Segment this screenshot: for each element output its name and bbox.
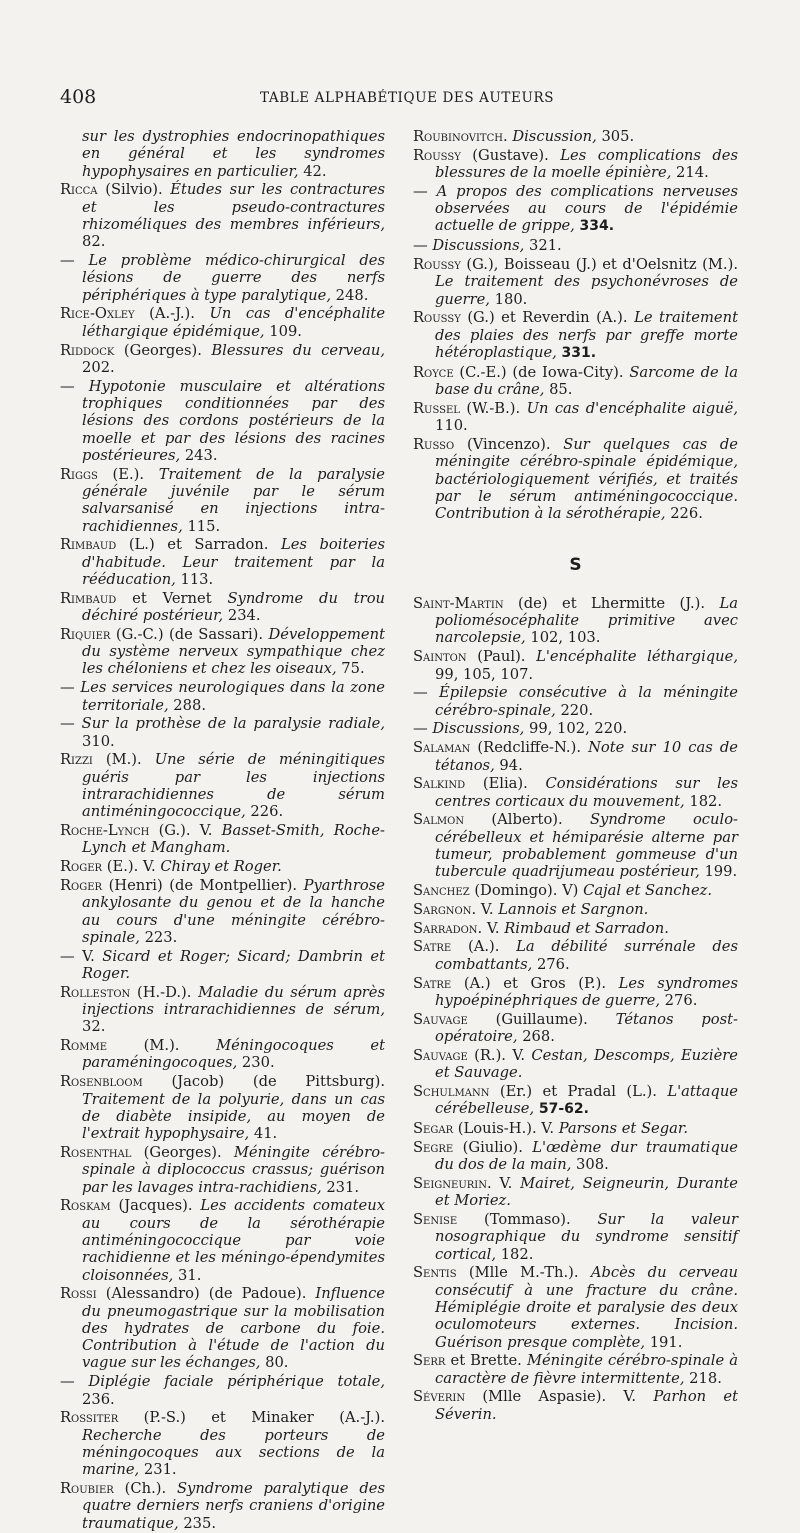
work-title: Les accidents comateux au cours de la sérothérapie antiméningococcique par voie rachidienne et les méningo-épendymites cloisonnées, <box>82 1197 385 1284</box>
index-entry <box>413 938 738 973</box>
page-ref: 180. <box>489 290 528 308</box>
index-entry <box>60 181 385 250</box>
author-name: Roussy <box>413 146 461 164</box>
page-ref: 235. <box>178 1514 217 1532</box>
page-ref: 268. <box>517 1027 555 1045</box>
author-name: Roubier <box>60 1480 114 1498</box>
page-ref: 226. <box>245 803 284 821</box>
work-title: sur les dystrophies endocrinopathiques en général et les syndromes hypophysaires en particulier, <box>82 128 385 180</box>
page-ref: 230. <box>237 1054 275 1072</box>
index-entry <box>60 1480 385 1532</box>
page-ref: 305. <box>596 128 635 145</box>
page-ref: 182. <box>496 1245 534 1263</box>
author-name: Sarradon <box>413 919 478 937</box>
author-name: Rolleston <box>60 983 131 1001</box>
author-detail: . <box>502 128 513 145</box>
work-title: Sicard et Roger; Sicard; Dambrin et Roger. <box>82 947 385 982</box>
index-entry <box>413 1139 738 1174</box>
index-entry <box>60 1285 385 1371</box>
work-title: Les boiteries d'habitude. Leur traitement par la rééducation, <box>82 536 385 588</box>
author-detail: (G.) et Reverdin (A.). <box>460 309 635 327</box>
author-name: Russel <box>413 399 460 417</box>
work-title: Tétanos post-opératoire, <box>435 1010 738 1045</box>
work-title: La débilité surrénale des combattants, <box>435 938 738 973</box>
work-title: La poliomésocéphalite primitive avec narcolepsie, <box>435 594 738 647</box>
page-ref: 75. <box>336 660 365 678</box>
work-title: Sur quelques cas de méningite cérébro-spinale épidémique, bactériologiquement vérifiés, et traités par le sérum antiméningococcique. Contribution à la sérothérapie, <box>435 436 738 523</box>
page-ref-bold: 57-62. <box>538 1101 589 1118</box>
index-entry <box>60 252 385 304</box>
author-name: Russo <box>413 436 455 454</box>
work-title: Le traitement des psychonévroses de guerre, <box>435 273 738 308</box>
right-column-s-entries <box>413 595 738 1423</box>
index-entry <box>60 1197 385 1283</box>
author-name: Roger <box>60 876 103 894</box>
author-name: Rimbaud <box>60 536 117 554</box>
author-detail: (L.) et Sarradon. <box>116 536 281 554</box>
work-title: Traitement de la paralysie générale juvénile par le sérum salvarsanisé en injections intra-rachidiennes, <box>82 465 385 535</box>
section-letter: S <box>569 554 582 575</box>
page-number: 408 <box>60 86 97 108</box>
work-title: Méningite cérébro-spinale à caractère de fièvre intermittente, <box>435 1352 738 1387</box>
author-detail: (C.-E.) (de Iowa-City). <box>453 363 630 381</box>
author-detail: (Ch.). <box>113 1480 177 1498</box>
index-entry <box>413 364 738 399</box>
page-ref: 321. <box>524 237 562 255</box>
page-ref: 115. <box>182 517 221 535</box>
index-entry <box>413 648 738 683</box>
work-title: Diplégie faciale périphérique totale, <box>88 1373 385 1391</box>
author-detail: . V. <box>471 900 499 918</box>
index-entry <box>60 948 385 983</box>
page-ref: 231. <box>321 1178 360 1196</box>
page-ref: 243. <box>180 446 218 464</box>
author-name: Romme <box>60 1037 108 1055</box>
index-entry <box>413 147 738 182</box>
author-detail: (Paul). <box>466 648 537 666</box>
author-detail: (R.). V. <box>467 1046 532 1064</box>
work-title: Discussions, <box>432 237 525 255</box>
author-detail: (G.). V. <box>149 822 222 840</box>
work-title: Basset-Smith, Roche-Lynch et Mangham. <box>82 822 386 857</box>
work-title: Les syndromes hypoépinéphriques de guerre, <box>435 974 739 1009</box>
index-entry <box>60 536 385 588</box>
author-detail: — <box>413 182 437 200</box>
page-ref: 102, 103. <box>525 629 601 647</box>
index-entry <box>413 1011 738 1046</box>
page-ref-bold: 331. <box>561 345 597 362</box>
index-entry <box>60 877 385 946</box>
author-detail: (P.-S.) et Minaker (A.-J.). <box>118 1409 385 1427</box>
work-title: L'attaque cérébelleuse, <box>435 1082 738 1118</box>
author-name: Senise <box>413 1210 458 1228</box>
page-ref: 276. <box>532 955 570 973</box>
author-name: Royce <box>413 363 454 381</box>
index-entry <box>60 984 385 1036</box>
index-entry <box>60 1037 385 1072</box>
index-entry <box>413 256 738 308</box>
page-ref: 32. <box>82 1018 106 1036</box>
index-entry <box>60 1373 385 1408</box>
author-name: Segre <box>413 1138 454 1156</box>
page-ref: 202. <box>82 358 115 376</box>
author-detail: (Jacques). <box>110 1197 201 1215</box>
work-title: Un cas d'encéphalite aiguë, <box>526 399 738 417</box>
page-ref: 308. <box>571 1156 609 1174</box>
page-ref: 226. <box>665 505 703 523</box>
page-ref: 236. <box>82 1390 115 1408</box>
work-title: Sarcome de la base du crâne, <box>435 363 738 399</box>
index-entry <box>413 1175 738 1210</box>
author-name: Sauvage <box>413 1046 468 1064</box>
index-entry <box>60 626 385 678</box>
author-detail: et Vernet <box>116 589 228 607</box>
author-name: Roussy <box>413 256 461 274</box>
author-detail: — <box>60 715 82 733</box>
index-entry <box>413 595 738 647</box>
author-detail: (Mlle M.-Th.). <box>456 1264 591 1282</box>
author-detail: (Georges). <box>114 341 212 359</box>
work-title: Cajal et Sanchez. <box>583 882 713 900</box>
author-name: Roche-Lynch <box>60 822 150 840</box>
author-name: Roussy <box>413 309 461 327</box>
author-detail: (W.-B.). <box>459 399 527 417</box>
author-detail: (Guillaume). <box>467 1010 616 1028</box>
index-entry <box>60 679 385 714</box>
author-detail: (Mlle Aspasie). V. <box>465 1388 654 1406</box>
author-detail: (E.). <box>97 465 159 483</box>
page-ref: 42. <box>298 162 327 180</box>
author-detail: (Alessandro) (de Padoue). <box>96 1285 316 1303</box>
author-name: Salmon <box>413 811 465 829</box>
index-entry <box>413 775 738 810</box>
page-ref: 113. <box>175 570 214 588</box>
author-detail: (de) et Lhermitte (J.). <box>503 594 720 612</box>
work-title: Un cas d'encéphalite léthargique épidémique, <box>82 305 386 340</box>
work-title: Une série de méningitiques guéris par les injections intrarachidiennes de sérum antiméningococcique, <box>82 751 385 821</box>
work-title: Les services neurologiques dans la zone territoriale, <box>80 679 386 714</box>
index-entry <box>60 1409 385 1478</box>
index-entry <box>60 590 385 625</box>
page-ref: 191. <box>645 1333 683 1351</box>
index-entry <box>60 342 385 377</box>
index-entry <box>60 1144 385 1196</box>
page-ref: 220. <box>555 701 594 719</box>
page-ref: 85. <box>544 381 573 399</box>
work-title: Parhon et Séverin. <box>435 1388 738 1423</box>
work-title: Sur la prothèse de la paralysie radiale, <box>81 715 385 733</box>
index-entry <box>413 400 738 435</box>
running-title: TABLE ALPHABÉTIQUE DES AUTEURS <box>260 90 555 106</box>
work-title: Recherche des porteurs de méningocoques aux sections de la marine, <box>82 1426 385 1479</box>
author-name: Rossi <box>60 1285 97 1303</box>
author-name: Satre <box>413 938 452 956</box>
author-name: Satre <box>413 974 452 992</box>
author-name: Roskam <box>60 1197 111 1215</box>
work-title: Cestan, Descomps, Euzière et Sauvage. <box>435 1046 738 1082</box>
index-entry <box>60 715 385 750</box>
author-name: Sanchez <box>413 882 470 900</box>
index-entry <box>413 183 738 236</box>
author-name: Saint-Martin <box>413 594 504 612</box>
work-title: Syndrome oculo-cérébelleux et hémiparésie alterne par tumeur, probablement gommeuse d'un tubercule quadrijumeau postérieur, <box>435 811 738 881</box>
index-entry <box>60 466 385 535</box>
author-detail: (Henri) (de Montpellier). <box>102 876 304 894</box>
index-entry <box>413 1120 738 1137</box>
page-ref: 234. <box>223 607 261 625</box>
work-title: Maladie du sérum après injections intrarachidiennes de sérum, <box>82 983 385 1019</box>
work-title: Considérations sur les centres corticaux du mouvement, <box>435 775 738 810</box>
author-detail: (Vincenzo). <box>454 436 564 454</box>
author-detail: (Er.) et Pradal (L.). <box>489 1082 668 1100</box>
work-title: Abcès du cerveau consécutif à une fracture du crâne. Hémiplégie droite et paralysie des deux oculomoteurs externes. Incision. Guérison presque complète, <box>435 1264 738 1351</box>
work-title: Chiray et Roger. <box>160 858 282 876</box>
author-detail: — <box>413 684 440 702</box>
page-ref: 310. <box>82 732 115 750</box>
author-name: Rossiter <box>60 1409 119 1427</box>
author-detail: (Silvio). <box>97 181 171 199</box>
index-entry <box>60 1073 385 1142</box>
page-ref: 99, 105, 107. <box>435 665 534 683</box>
page-ref: 223. <box>139 928 178 946</box>
index-entry <box>413 237 738 254</box>
author-detail: . V. <box>477 919 505 937</box>
author-name: Roger <box>60 858 103 876</box>
work-title: Études sur les contractures et les pseudo-contractures rhizoméliques des membres inférieurs, <box>82 181 385 233</box>
work-title: Pyarthrose ankylosante du genou et de la hanche au cours d'une méningite cérébro-spinale, <box>82 876 385 946</box>
page-ref: 276. <box>660 991 698 1009</box>
author-detail: (Georges). <box>131 1143 234 1161</box>
author-name: Riquier <box>60 625 111 643</box>
author-name: Riggs <box>60 465 98 483</box>
work-title: L'œdème dur traumatique du dos de la main, <box>435 1138 738 1174</box>
work-title: Parsons et Segar. <box>558 1119 688 1137</box>
author-name: Rosenbloom <box>60 1073 143 1091</box>
index-entry <box>413 1264 738 1350</box>
page-ref: 82. <box>82 233 106 251</box>
author-detail: (Jacob) (de Pittsburg). <box>142 1073 385 1091</box>
page-ref: 288. <box>168 696 206 714</box>
work-title: Méningocoques et paraméningocoques, <box>82 1037 385 1072</box>
author-detail: (Gustave). <box>460 146 561 164</box>
author-detail: (M.). <box>107 1037 217 1055</box>
author-name: Salaman <box>413 739 471 757</box>
author-detail: (E.). V. <box>102 858 161 876</box>
author-detail: (M.). <box>92 751 155 769</box>
page-ref: 231. <box>139 1461 177 1479</box>
author-name: Séverin <box>413 1388 466 1406</box>
author-detail: (H.-D.). <box>130 983 199 1001</box>
index-entry <box>413 920 738 937</box>
left-column <box>60 128 385 1533</box>
work-title: Développement du système nerveux sympathique chez les chéloniens et chez les oiseaux, <box>82 625 385 678</box>
author-name: Rice-Oxley <box>60 305 135 323</box>
work-title: A propos des complications nerveuses observées au cours de l'épidémie actuelle de grippe, <box>435 182 738 235</box>
page-ref: 41. <box>249 1125 278 1143</box>
author-detail: — <box>60 1373 89 1391</box>
index-entry <box>413 739 738 774</box>
work-title: Blessures du cerveau, <box>211 341 385 359</box>
page-ref: 99, 102, 220. <box>524 720 628 738</box>
work-title: Le problème médico-chirurgical des lésions de guerre des nerfs périphériques à type paralytique, <box>82 252 385 304</box>
author-detail: (A.-J.). <box>134 305 210 323</box>
index-entry <box>413 436 738 522</box>
author-name: Riddock <box>60 341 115 359</box>
index-entry <box>60 822 385 857</box>
page-ref: 109. <box>264 322 302 340</box>
author-name: Roubinovitch <box>413 128 503 145</box>
author-name: Sainton <box>413 648 467 666</box>
author-detail: — <box>60 377 89 395</box>
right-column-r-entries <box>413 128 738 523</box>
index-entry <box>413 1211 738 1263</box>
author-detail: — <box>413 237 433 255</box>
author-detail: — <box>413 720 433 738</box>
work-title: Note sur 10 cas de tétanos, <box>435 739 738 774</box>
index-entry <box>60 858 385 875</box>
index-entry <box>413 309 738 362</box>
author-name: Ricca <box>60 181 98 199</box>
author-name: Schulmann <box>413 1082 490 1100</box>
page-ref: 182. <box>684 792 723 810</box>
work-title: Sur la valeur nosographique du syndrome sensitif cortical, <box>435 1210 738 1263</box>
author-detail: (G.), Boisseau (J.) et d'Oelsnitz (M.). <box>460 256 738 274</box>
page-ref-bold: 334. <box>579 218 615 235</box>
author-detail: (Louis-H.). V. <box>453 1119 559 1137</box>
index-entry <box>413 128 738 145</box>
author-detail: (Tommaso). <box>457 1210 598 1228</box>
page-header <box>60 86 800 110</box>
index-entry <box>413 1047 738 1082</box>
author-name: Sargnon <box>413 900 472 918</box>
work-title: Discussions, <box>432 720 525 738</box>
page-ref: 94. <box>494 756 523 774</box>
page-ref: 248. <box>331 286 369 304</box>
work-title: Hypotonie musculaire et altérations trophiques conditionnées par des lésions des cordons postérieurs de la moelle et par des lésions des racines postérieures, <box>82 377 385 464</box>
index-entry <box>413 1083 738 1119</box>
work-title: Méningite cérébro-spinale à diplococcus crassus; guérison par les lavages intra-rachidiens, <box>82 1143 385 1196</box>
index-entry <box>60 751 385 820</box>
work-title: Traitement de la polyurie, dans un cas de diabète insipide, au moyen de l'extrait hypophysaire, <box>82 1090 385 1143</box>
author-name: Salkind <box>413 775 466 793</box>
page-ref: 31. <box>173 1266 202 1284</box>
author-detail: (Elia). <box>465 775 546 793</box>
author-detail: — <box>60 252 89 270</box>
author-detail: (Giulio). <box>453 1138 533 1156</box>
index-entry <box>60 378 385 464</box>
author-name: Rimbaud <box>60 589 117 607</box>
work-title: Les complications des blessures de la moelle épinière, <box>435 146 738 182</box>
index-entry <box>413 882 738 899</box>
index-entry <box>413 1388 738 1423</box>
author-name: Rosenthal <box>60 1143 132 1161</box>
author-name: Rizzi <box>60 751 93 769</box>
page-ref: 199. <box>699 863 738 881</box>
author-detail: — V. <box>60 947 103 965</box>
work-title: Lannois et Sargnon. <box>498 900 649 918</box>
author-detail: (Redcliffe-N.). <box>470 739 589 757</box>
author-name: Segar <box>413 1119 454 1137</box>
author-detail: et Brette. <box>445 1352 527 1370</box>
work-title: L'encéphalite léthargique, <box>536 648 738 666</box>
author-name: Seigneurin <box>413 1174 488 1192</box>
right-column <box>413 128 738 1424</box>
work-title: Syndrome paralytique des quatre derniers nerfs craniens d'origine traumatique, <box>82 1480 385 1532</box>
work-title: Épilepsie consécutive à la méningite cérébro-spinale, <box>435 684 739 719</box>
page-ref: 110. <box>435 417 468 435</box>
author-detail: (A.). <box>451 938 517 956</box>
author-name: Sentis <box>413 1264 457 1282</box>
index-entry <box>413 811 738 880</box>
work-title: Influence du pneumogastrique sur la mobilisation des hydrates de carbone du foie. Contribution à l'étude de l'action du vague sur les échanges, <box>82 1285 385 1372</box>
author-detail: — <box>60 679 81 697</box>
author-name: Sauvage <box>413 1010 468 1028</box>
index-entry <box>413 1352 738 1387</box>
index-entry <box>413 720 738 737</box>
author-detail: . V. <box>487 1174 521 1192</box>
index-entry <box>60 305 385 340</box>
work-title: Syndrome du trou déchiré postérieur, <box>82 589 385 625</box>
work-title: Le traitement des plaies des nerfs par greffe morte hétéroplastique, <box>435 309 738 362</box>
index-entry <box>413 975 738 1010</box>
index-entry <box>413 684 738 719</box>
work-title: Rimbaud et Sarradon. <box>504 919 669 937</box>
index-entry <box>60 128 385 180</box>
index-entry <box>413 901 738 918</box>
page-ref: 218. <box>684 1369 722 1387</box>
work-title: Discussion, <box>512 128 597 145</box>
page-ref: 214. <box>671 164 709 182</box>
author-detail: (A.) et Gros (P.). <box>451 974 619 992</box>
author-detail: (Domingo). V) <box>469 882 584 900</box>
author-name: Serr <box>413 1352 446 1370</box>
page-ref: 80. <box>260 1354 289 1372</box>
author-detail: (G.-C.) (de Sassari). <box>110 625 269 643</box>
work-title: Mairet, Seigneurin, Durante et Moriez. <box>435 1174 738 1210</box>
author-detail: (Alberto). <box>464 811 590 829</box>
